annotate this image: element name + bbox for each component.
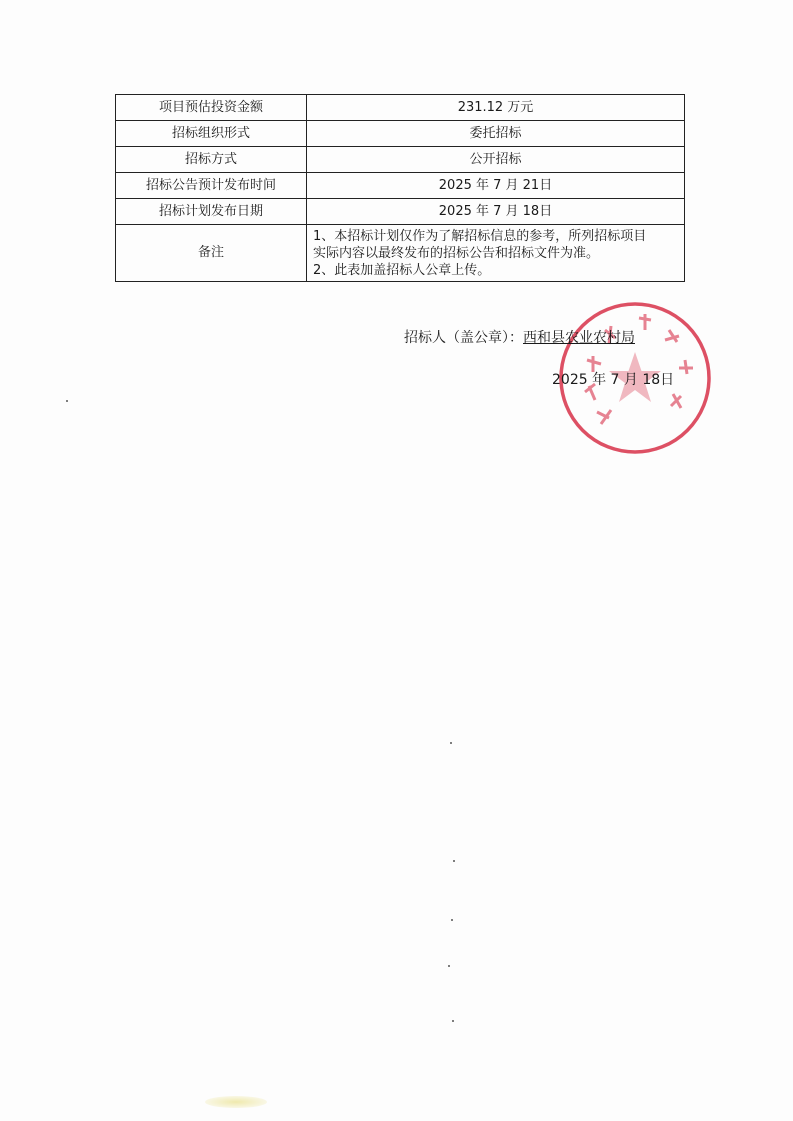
table-row [116, 95, 685, 121]
remarks-line: 1、本招标计划仅作为了解招标信息的参考，所列招标项目 [313, 228, 647, 244]
scan-speck [453, 860, 455, 862]
remarks-label: 备注 [116, 225, 307, 282]
seal-glyph [597, 410, 611, 424]
table-row [116, 121, 685, 147]
seal-glyph [665, 330, 679, 342]
row-label: 招标公告预计发布时间 [116, 173, 307, 199]
remarks-line: 实际内容以最终发布的招标公告和招标文件为准。 [313, 245, 600, 261]
row-value: 公开招标 [307, 147, 685, 173]
scan-speck [452, 1020, 454, 1022]
row-value: 2025 年 7 月 21日 [307, 173, 685, 199]
bidding-plan-table [115, 94, 685, 282]
row-label: 项目预估投资金额 [116, 95, 307, 121]
table-row [116, 147, 685, 173]
row-value: 2025 年 7 月 18日 [307, 199, 685, 225]
remarks-line: 2、此表加盖招标人公章上传。 [313, 262, 491, 278]
seal-glyph [679, 360, 693, 374]
scan-speck [450, 742, 452, 744]
signature-prefix: 招标人（盖公章）： [404, 330, 523, 346]
signature-line [404, 327, 635, 347]
scan-smudge [205, 1096, 267, 1108]
row-value: 委托招标 [307, 121, 685, 147]
row-value: 231.12 万元 [307, 95, 685, 121]
scan-speck [66, 400, 68, 402]
table-row [116, 199, 685, 225]
seal-glyph [639, 314, 651, 330]
seal-glyph [671, 394, 681, 408]
row-label: 招标组织形式 [116, 121, 307, 147]
table-row [116, 173, 685, 199]
row-label: 招标方式 [116, 147, 307, 173]
remarks-row [116, 225, 685, 282]
row-label: 招标计划发布日期 [116, 199, 307, 225]
remarks-notes [307, 225, 685, 282]
signature-organization: 西和县农业农村局 [523, 330, 635, 346]
scan-speck [448, 965, 450, 967]
sign-date: 2025 年 7 月 18日 [552, 372, 675, 388]
scan-speck [451, 919, 453, 921]
